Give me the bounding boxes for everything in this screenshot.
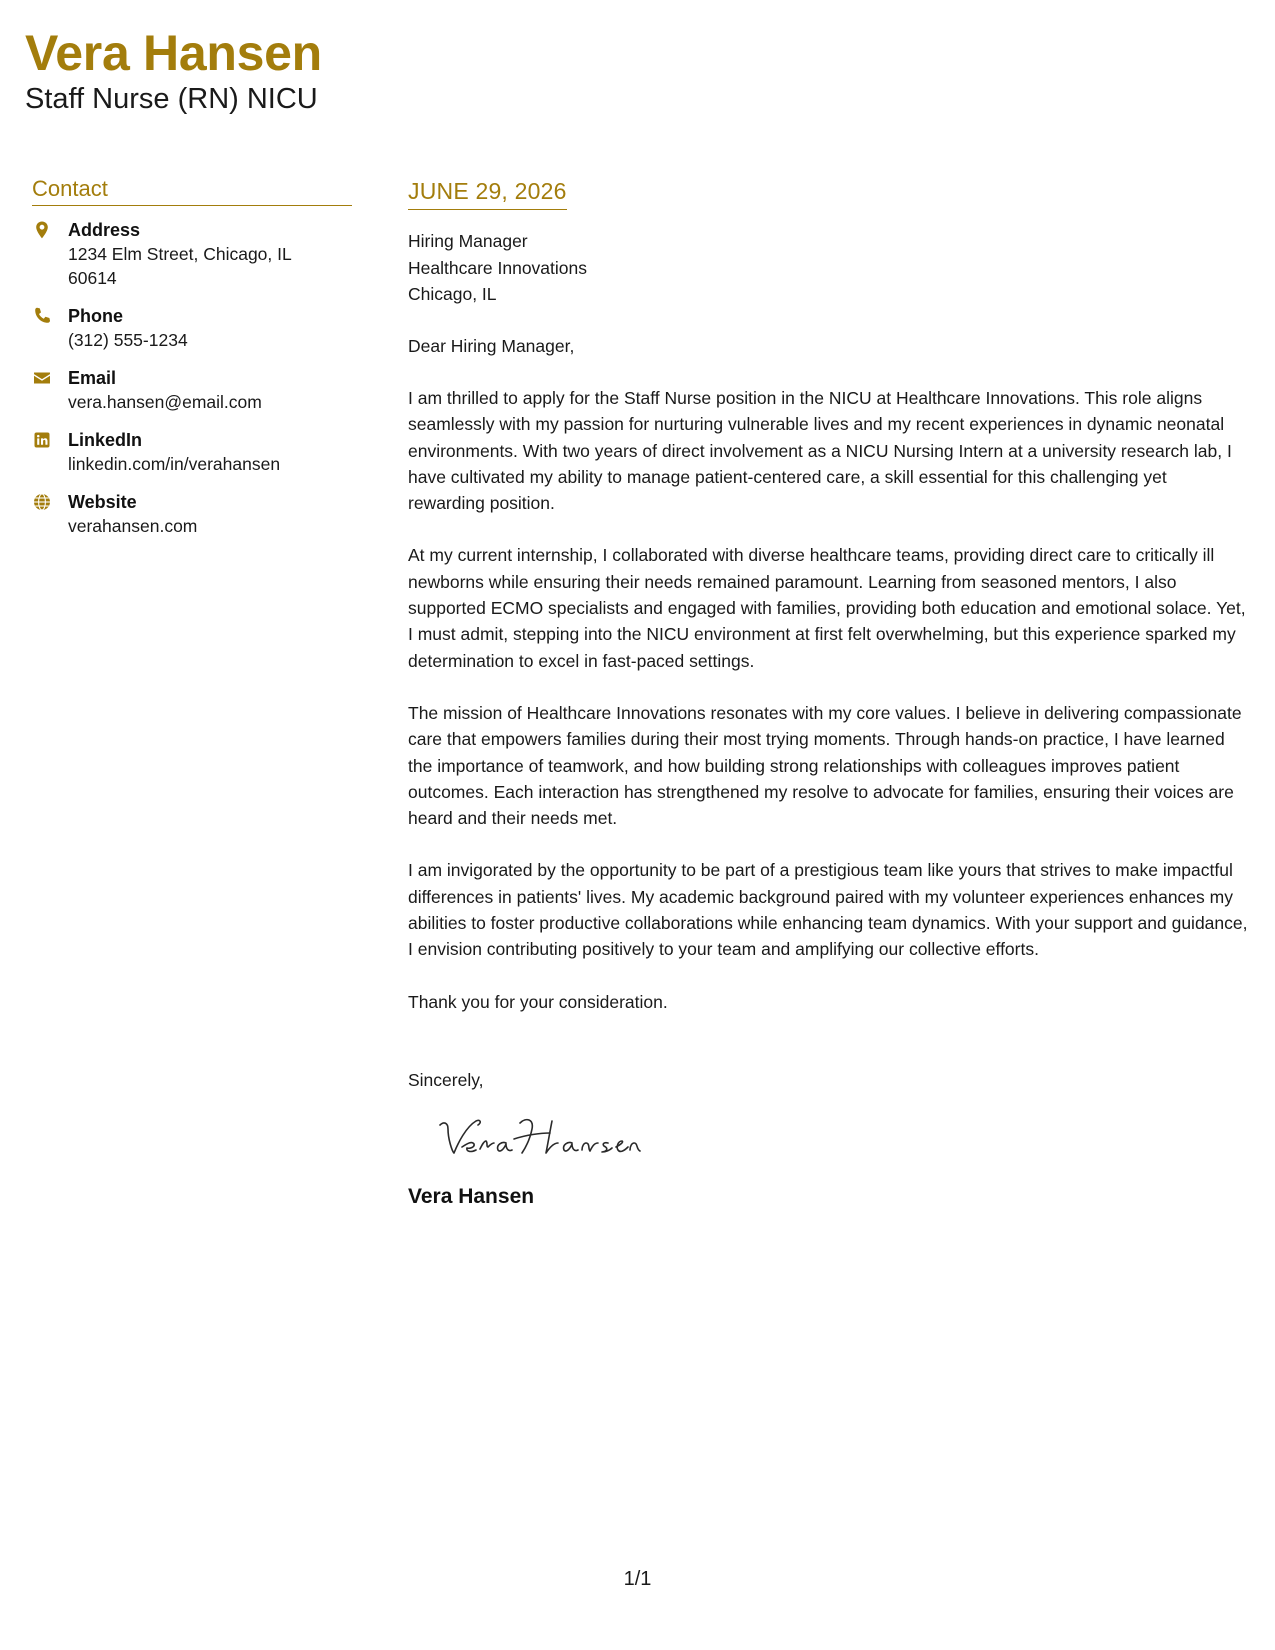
contact-sidebar (32, 176, 352, 552)
signoff: Sincerely, (408, 1069, 484, 1090)
linkedin-icon (32, 428, 68, 476)
map-pin-icon (32, 218, 68, 290)
address-line-1: 1234 Elm Street, Chicago, IL (68, 244, 292, 264)
contact-phone (32, 304, 352, 352)
job-title: Staff Nurse (RN) NICU (25, 83, 318, 115)
letter-header (25, 26, 322, 116)
handwritten-signature (436, 1113, 1248, 1173)
closing-line: Thank you for your consideration. (408, 991, 668, 1012)
contact-label: Email (68, 368, 117, 388)
contact-section-title: Contact (32, 176, 352, 206)
globe-icon (32, 490, 68, 538)
body-paragraph: I am thrilled to apply for the Staff Nurse position in the NICU at Healthcare Innovations. This role aligns seamlessly with my passion for nurturing vulnerable lives and my recent experiences in dynamic neonatal environments. With two years of direct involvement as a NICU Nursing Intern at a university research lab, I have cultivated my ability to manage patient-centered care, a skill essential for this challenging yet rewarding position. (408, 388, 1232, 514)
address-line-2: 60614 (68, 268, 117, 288)
salutation: Dear Hiring Manager, (408, 335, 575, 356)
body-paragraph: The mission of Healthcare Innovations resonates with my core values. I believe in delivering compassionate care that empowers families during their most trying moments. Through hands-on practice, I have learned the importance of teamwork, and how building strong relationships with colleagues improves patient outcomes. Each interaction has strengthened my resolve to advocate for families, ensuring their voices are heard and their needs met. (408, 702, 1242, 829)
phone-icon (32, 304, 68, 352)
envelope-icon (32, 366, 68, 414)
contact-label: Website (68, 492, 137, 512)
contact-label: LinkedIn (68, 430, 143, 450)
signer-name: Vera Hansen (408, 1184, 535, 1208)
letter-body (408, 178, 1248, 1209)
linkedin-url[interactable]: linkedin.com/in/verahansen (68, 454, 281, 474)
recipient-line: Hiring Manager (408, 231, 528, 251)
recipient-line: Chicago, IL (408, 284, 497, 304)
contact-linkedin (32, 428, 352, 476)
website-url[interactable]: verahansen.com (68, 516, 198, 536)
body-paragraph: I am invigorated by the opportunity to be part of a prestigious team like yours that strives to make impactful differences in patients' lives. My academic background paired with my volunteer experiences enhances my abilities to foster productive collaborations while enhancing team dynamics. With your support and guidance, I envision contributing positively to your team and amplifying our collective efforts. (408, 860, 1248, 960)
recipient-line: Healthcare Innovations (408, 257, 587, 278)
contact-label: Address (68, 220, 141, 240)
contact-label: Phone (68, 306, 124, 326)
contact-email (32, 366, 352, 414)
page-number: 1/1 (623, 1568, 652, 1590)
contact-address (32, 218, 352, 290)
applicant-name: Vera Hansen (25, 25, 322, 81)
email-address[interactable]: vera.hansen@email.com (68, 392, 262, 412)
recipient-block (408, 228, 1248, 308)
contact-website (32, 490, 352, 538)
phone-number: (312) 555-1234 (68, 330, 188, 350)
body-paragraph: At my current internship, I collaborated with diverse healthcare teams, providing direct care to critically ill newborns while ensuring their needs remained paramount. Learning from seasoned mentors, I also supported ECMO specialists and engaged with families, providing both education and emotional solace. Yet, I must admit, stepping into the NICU environment at first felt overwhelming, but this experience sparked my determination to excel in fast-paced settings. (408, 545, 1246, 671)
letter-date: JUNE 29, 2026 (408, 178, 567, 210)
